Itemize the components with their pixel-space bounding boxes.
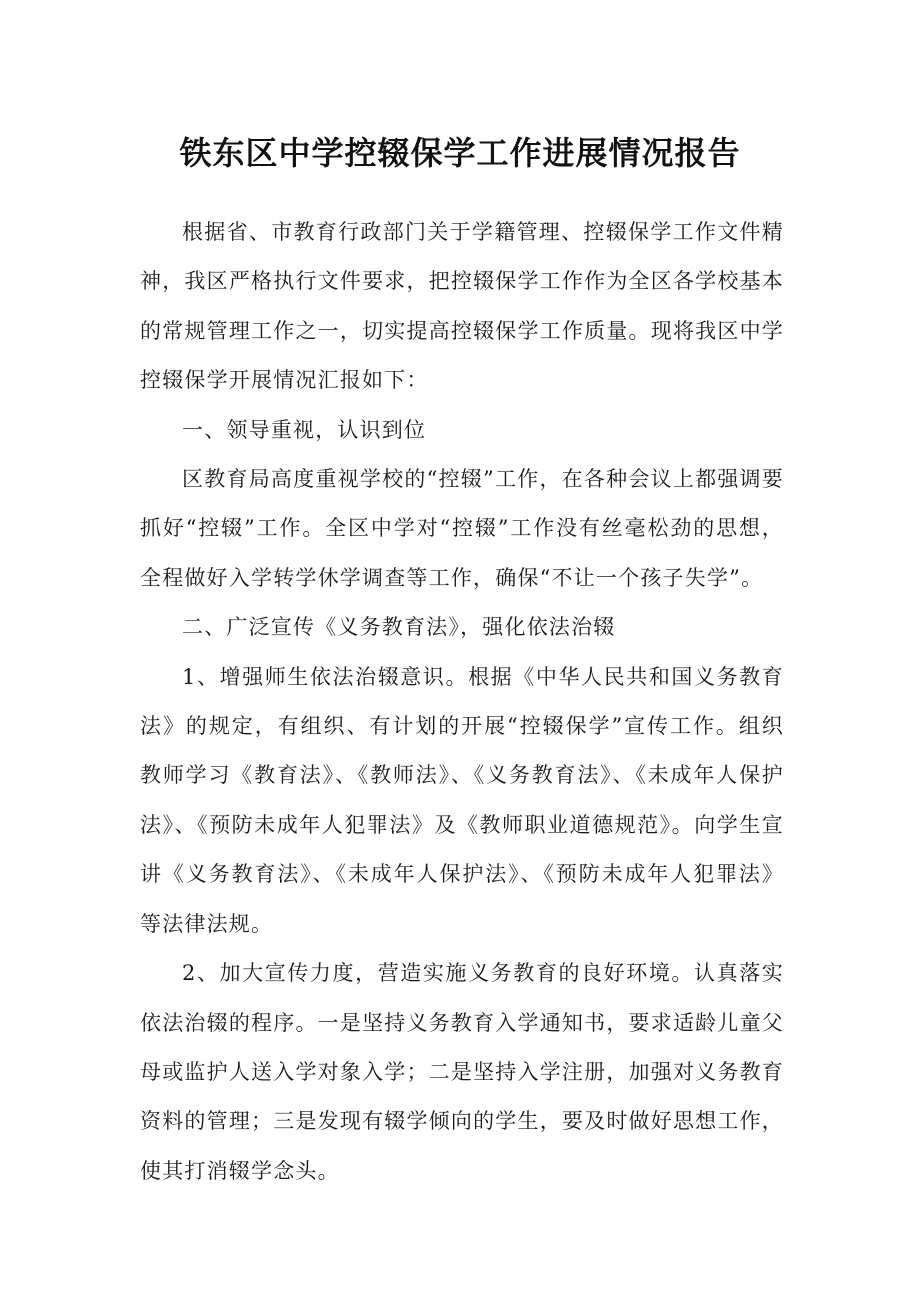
paragraph-section-1: 区教育局高度重视学校的“控辍”工作，在各种会议上都强调要抓好“控辍”工作。全区中学对“控辍”工作没有丝毫松劲的思想，全程做好入学转学休学调查等工作，确保“不让一个孩子失学”。 <box>140 467 784 590</box>
document-body <box>140 208 784 1196</box>
document-title: 铁东区中学控辍保学工作进展情况报告 <box>179 134 741 173</box>
section-heading-1: 一、领导重视，认识到位 <box>182 417 427 442</box>
section-heading-2: 二、广泛宣传《义务教育法》，强化依法治辍 <box>182 615 616 640</box>
paragraph-intro: 根据省、市教育行政部门关于学籍管理、控辍保学工作文件精神，我区严格执行文件要求，把控辍保学工作作为全区各学校基本的常规管理工作之一，切实提高控辍保学工作质量。现将我区中学控辍保学开展情况汇报如下： <box>140 220 784 393</box>
paragraph-item-2: 2、加大宣传力度，营造实施义务教育的良好环境。认真落实依法治辍的程序。一是坚持义务教育入学通知书，要求适龄儿童父母或监护人送入学对象入学；二是坚持入学注册，加强对义务教育资料的管理；三是发现有辍学倾向的学生，要及时做好思想工作，使其打消辍学念头。 <box>140 961 784 1183</box>
paragraph-item-1: 1、增强师生依法治辍意识。根据《中华人民共和国义务教育法》的规定，有组织、有计划的开展“控辍保学”宣传工作。组织教师学习《教育法》、《教师法》、《义务教育法》、《未成年人保护法》、《预防未成年人犯罪法》及《教师职业道德规范》。向学生宣讲《义务教育法》、《未成年人保护法》、《预防未成年人犯罪法》等法律法规。 <box>140 664 784 936</box>
